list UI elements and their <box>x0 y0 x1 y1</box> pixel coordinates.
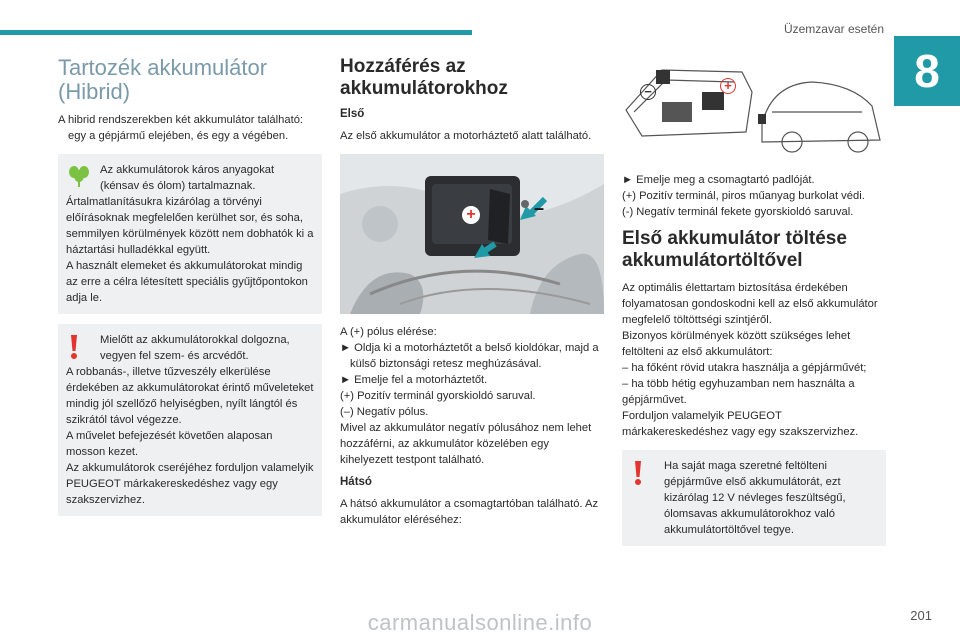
charging-warning-text: Ha saját maga szeretné feltölteni gépjárműve első akkumulátorát, ezt kizárólag 12 V névleges feszültségű, ólomsavas akkumulátorokhoz való akkumulátortöltővel tegye. <box>664 460 846 536</box>
access-line-1: ► Oldja ki a motorháztetőt a belső kioldókar, majd a külső biztonsági retesz meghúzásával. <box>340 342 599 370</box>
charging-body-3: – ha több hétig egyhuzamban nem használta a gépjárművet. <box>622 378 855 406</box>
access-line-0: A (+) pólus elérése: <box>340 326 437 338</box>
intro-paragraph: A hibrid rendszerekben két akkumulátor található: egy a gépjármű elejében, és egy a végében. <box>58 114 304 142</box>
access-line-2: ► Emelje fel a motorháztetőt. <box>340 374 488 386</box>
rear-line-2: (-) Negatív terminál fekete gyorskioldó saruval. <box>622 206 854 218</box>
column-2 <box>340 56 604 528</box>
environment-note-first: Az akkumulátorok káros anyagokat (kénsav és ólom) tartalmaznak. <box>100 164 275 192</box>
section-title: Üzemzavar esetén <box>783 22 884 36</box>
warning-note-first: Mielőtt az akkumulátorokkal dolgozna, vegyen fel szem- és arcvédőt. <box>100 334 290 362</box>
charging-warning-box <box>622 450 886 546</box>
rear-battery-diagram <box>622 62 886 162</box>
access-line-5: Mivel az akkumulátor negatív pólusához nem lehet hozzáférni, az akkumulátor közelében egy kihelyezett testpont található. <box>340 422 592 466</box>
warning-note-box <box>58 324 322 516</box>
column-1 <box>58 56 322 526</box>
environment-note-body: Ártalmatlanításukra kizárólag a törvényi előírásoknak megfelelően kerülhet sor, és soha, semmilyen körülmények között nem dobhatók ki a háztartási hulladékkal együtt. A használt elemeket és akkumulátorokat mindig az erre a célra létesített speciális gyűjtőpontokon adja le. <box>66 196 314 304</box>
warning-exclamation-icon <box>68 334 80 365</box>
charging-body-0: Az optimális élettartam biztosítása érdekében folyamatosan gondoskodni kell az első akkumulátor megfelelő töltöttségi szintjéről. <box>622 282 878 326</box>
charging-body-2: – ha főként rövid utakra használja a gépjárművét; <box>622 362 867 374</box>
rear-text: A hátsó akkumulátor a csomagtartóban található. Az akkumulátor eléréséhez: <box>340 498 599 526</box>
front-subheading: Első <box>340 108 365 120</box>
recycle-leaf-icon <box>68 164 90 193</box>
access-line-4: (–) Negatív pólus. <box>340 406 429 418</box>
charging-title: Első akkumulátor töltése akkumulátortöltővel <box>622 228 847 271</box>
rear-subheading: Hátsó <box>340 476 372 488</box>
charging-body-1: Bizonyos körülmények között szükséges lehet feltölteni az első akkumulátort: <box>622 330 851 358</box>
environment-note-box <box>58 154 322 314</box>
rear-line-0: ► Emelje meg a csomagtartó padlóját. <box>622 174 815 186</box>
header-accent-bar <box>0 30 472 35</box>
page-number: 201 <box>910 608 932 623</box>
front-text: Az első akkumulátor a motorháztető alatt található. <box>340 130 592 142</box>
engine-bay-photo <box>340 154 604 314</box>
diagram-plus-marker: + <box>720 78 736 94</box>
rear-line-1: (+) Pozitív terminál, piros műanyag burkolat védi. <box>622 190 865 202</box>
watermark: carmanualsonline.info <box>367 610 593 635</box>
access-line-3: (+) Pozitív terminál gyorskioldó saruval. <box>340 390 536 402</box>
photo-minus-marker: – <box>534 198 545 218</box>
accessory-battery-title: Tartozék akkumulátor (Hibrid) <box>58 55 268 104</box>
chapter-number-tab: 8 <box>894 36 960 106</box>
photo-plus-marker: + <box>462 206 480 224</box>
diagram-minus-marker: − <box>640 84 656 100</box>
access-batteries-title: Hozzáférés az akkumulátorokhoz <box>340 56 508 99</box>
charging-body-4: Forduljon valamelyik PEUGEOT márkakereskedéshez vagy egy szakszervizhez. <box>622 410 859 438</box>
warning-note-body: A robbanás-, illetve tűzveszély elkerülése érdekében az akkumulátorokat érintő műveleteket mindig jól szellőző helyiségben, nyílt lángtól és szikrától távol végezze. A művelet befejezését követően alaposan mosson kezet. Az akkumulátorok cseréjéhez forduljon valamelyik PEUGEOT márkakereskedéshez vagy egy szakszervizhez. <box>66 366 314 506</box>
warning-exclamation-icon <box>632 460 644 491</box>
column-3 <box>622 62 886 556</box>
